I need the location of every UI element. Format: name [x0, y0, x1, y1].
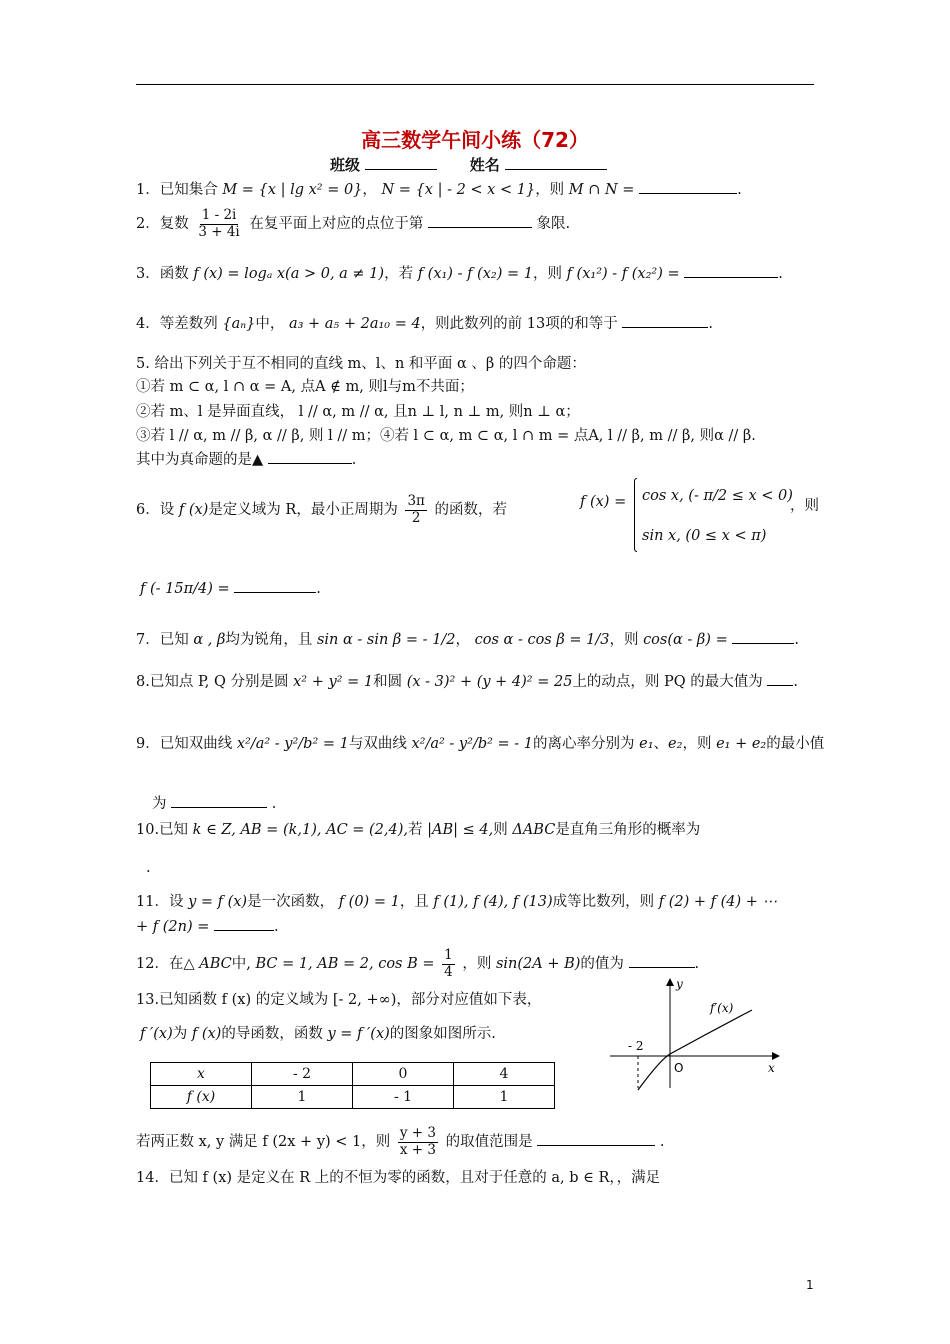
- table-row: [151, 1086, 555, 1109]
- question-5-line2: ①若 m ⊂ α, l ∩ α = A, 点A ∉ m, 则l与m不共面；: [136, 379, 474, 395]
- fraction: $\frac{1 - 2i}{3 + 4i}$: [198, 207, 240, 240]
- table-cell: x: [151, 1063, 252, 1086]
- table-cell: 4: [454, 1063, 555, 1086]
- derivative-graph: [600, 974, 790, 1094]
- fraction: $\frac{1}{4}$: [444, 947, 453, 980]
- fraction: $\frac{y + 3}{x + 3}$: [399, 1125, 436, 1158]
- x-label: x: [768, 1061, 775, 1075]
- answer-blank[interactable]: [639, 179, 737, 194]
- class-label: 班级: [330, 156, 361, 174]
- answer-blank[interactable]: [684, 263, 778, 278]
- question-3: 3．函数 f (x) = logₐ x(a > 0, a ≠ 1)，若 f (x₁) - f (x₂) = 1，则 f (x₁²) - f (x₂²) = .: [136, 262, 783, 283]
- question-6-expr: f (- 15π/4) = .: [140, 578, 321, 597]
- question-12: 12．在△ ABC中, BC = 1, AB = 2, cos B = $\frac{1}{4}$ ，则 sin(2A + B)的值为 .: [136, 947, 700, 980]
- name-label: 姓名: [469, 156, 500, 174]
- answer-blank[interactable]: [732, 629, 794, 644]
- question-5-line5: 其中为真命题的是▲ .: [136, 448, 356, 469]
- page-number: 1: [806, 1278, 814, 1292]
- q6-then: ，则: [790, 498, 819, 514]
- value-table: [150, 1062, 555, 1109]
- name-blank[interactable]: [505, 155, 607, 170]
- page-title: 高三数学午间小练（72）: [361, 128, 589, 152]
- table-cell: - 2: [252, 1063, 353, 1086]
- derivative-curve: [638, 1010, 752, 1090]
- question-9: 9．已知双曲线 x²/a² - y²/b² = 1与双曲线 x²/a² - y²/b² = - 1的离心率分别为 e₁、e₂，则 e₁ + e₂的最小值: [136, 736, 825, 752]
- question-14: 14．已知 f (x) 是定义在 R 上的不恒为零的函数，且对于任意的 a, b ∈ R，，满足: [136, 1170, 661, 1186]
- table-cell: 1: [252, 1086, 353, 1109]
- question-8: 8.已知点 P, Q 分别是圆 x² + y² = 1和圆 (x - 3)² + (y + 4)² = 25上的动点，则 PQ 的最大值为 .: [136, 670, 798, 691]
- answer-blank[interactable]: [622, 313, 708, 328]
- brace: [634, 478, 637, 552]
- table-row: [151, 1063, 555, 1086]
- question-7: 7．已知 α , β均为锐角，且 sin α - sin β = - 1/2， cos α - cos β = 1/3，则 cos(α - β) = .: [136, 628, 799, 649]
- question-13-line2: f ′(x)为 f (x)的导函数，函数 y = f ′(x)的图象如图所示.: [140, 1026, 496, 1042]
- tick-label: - 2: [628, 1039, 644, 1053]
- question-5-line1: 5. 给出下列关于互不相同的直线 m、l、n 和平面 α 、β 的四个命题：: [136, 356, 586, 372]
- question-5-line4: ③若 l // α, m // β, α // β, 则 l // m；④若 l ⊂ α, m ⊂ α, l ∩ m = 点A, l // β, m // β, 则α // β.: [136, 428, 756, 444]
- question-10: 10.已知 k ∈ Z, AB = (k,1), AC = (2,4),若 |AB| ≤ 4,则 ΔABC是直角三角形的概率为: [136, 822, 701, 838]
- question-4: 4．等差数列 {aₙ}中， a₃ + a₅ + 2a₁₀ = 4，则此数列的前 13项的和等于 .: [136, 312, 713, 333]
- answer-blank[interactable]: [214, 916, 274, 931]
- answer-blank[interactable]: [171, 793, 267, 808]
- piecewise-case-1: cos x, (- π/2 ≤ x < 0): [642, 488, 793, 504]
- table-cell: 0: [353, 1063, 454, 1086]
- question-11: 11．设 y = f (x)是一次函数， f (0) = 1，且 f (1), f (4), f (13)成等比数列，则 f (2) + f (4) + ⋯: [136, 894, 778, 910]
- curve-label: f′(x): [710, 1001, 734, 1015]
- question-6: 6．设 f (x)是定义域为 R，最小正周期为 $\frac{3\pi}{2}$ 的函数，若: [136, 493, 508, 526]
- answer-blank[interactable]: [428, 213, 532, 228]
- table-cell: f (x): [151, 1086, 252, 1109]
- y-axis-arrow: [666, 978, 674, 986]
- student-info: [330, 154, 607, 175]
- answer-blank[interactable]: [268, 449, 352, 464]
- question-11-cont: + f (2n) = .: [136, 916, 279, 935]
- table-cell: - 1: [353, 1086, 454, 1109]
- question-13-line3: 若两正数 x, y 满足 f (2x + y) < 1，则 $\frac{y + 3}{x + 3}$ 的取值范围是 .: [136, 1125, 665, 1158]
- question-2: 2．复数 $\frac{1 - 2i}{3 + 4i}$ 在复平面上对应的点位于第 象限.: [136, 207, 571, 240]
- question-1: 1．已知集合 M = {x | lg x² = 0}， N = {x | - 2 < x < 1}，则 M ∩ N = .: [136, 178, 742, 199]
- header-rule: [136, 84, 814, 85]
- question-10-end: .: [146, 860, 151, 876]
- answer-blank[interactable]: [234, 578, 316, 593]
- fraction: $\frac{3\pi}{2}$: [407, 493, 425, 526]
- answer-blank[interactable]: [537, 1131, 655, 1146]
- question-5-line3: ②若 m、l 是异面直线， l // α, m // α, 且n ⊥ l, n ⊥ m, 则n ⊥ α；: [136, 404, 580, 420]
- answer-blank[interactable]: [767, 671, 793, 686]
- x-axis-arrow: [772, 1052, 780, 1060]
- piecewise-func: f (x) =: [580, 494, 627, 510]
- origin-label: O: [674, 1061, 684, 1075]
- answer-blank[interactable]: [629, 953, 695, 968]
- piecewise-case-2: sin x, (0 ≤ x < π): [642, 528, 767, 544]
- question-13-line1: 13.已知函数 f (x) 的定义域为 [- 2, +∞)，部分对应值如下表，: [136, 992, 542, 1008]
- question-9-cont: 为 .: [152, 792, 276, 813]
- class-blank[interactable]: [365, 155, 437, 170]
- table-cell: 1: [454, 1086, 555, 1109]
- y-label: y: [676, 977, 683, 991]
